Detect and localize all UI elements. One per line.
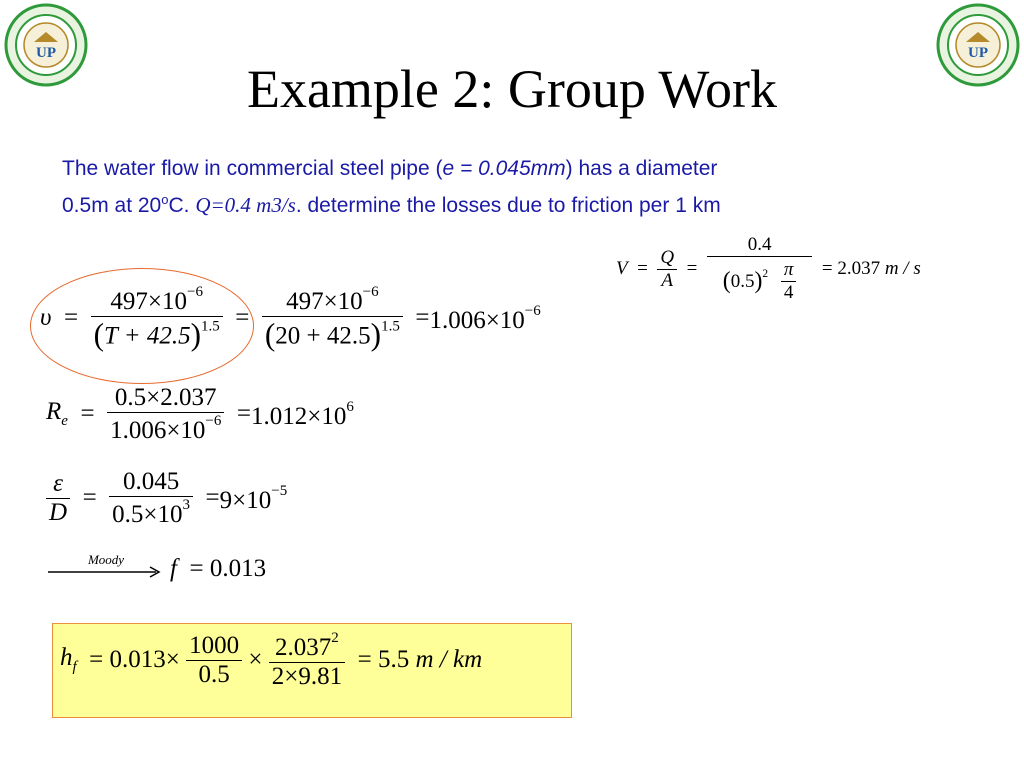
relative-roughness-equation: $\frac{\varepsilon}{D}$ = $\frac{0.045}{0.5\times 10^3}$ $=9\times 10^{-5}$ — [46, 468, 287, 529]
head-loss-equation: $h_f = 0.013\times$ $\frac{1000}{0.5}$ × $\frac{2.037^2}{2\times 9.81}$ = 5.5 m / km — [60, 630, 483, 690]
friction-factor-result: 0.013 — [209, 555, 267, 582]
velocity-result: 2.037 — [837, 258, 881, 279]
roughness-fraction: $\frac{0.045}{0.5\times 10^3}$ — [109, 468, 193, 529]
moody-arrow-icon — [46, 552, 164, 584]
problem-text-part2: ) has a diameter — [565, 157, 718, 180]
velocity-fraction-q-over-a: $\frac{Q}{A}$ — [657, 247, 677, 292]
svg-text:Moody: Moody — [87, 552, 125, 567]
velocity-head-fraction: $\frac{2.037^2}{2\times 9.81}$ — [269, 630, 345, 691]
problem-statement — [62, 153, 962, 221]
problem-text-part4: C. — [168, 194, 196, 217]
velocity-equation: V = $\frac{Q}{A}$ = 0.4 $(0.5)^2$ $\frac{\pi}{4}$ = 2.037 m / s — [616, 234, 921, 303]
problem-text-part5: . determine the losses due to friction per 1 km — [295, 194, 721, 217]
friction-factor-equation: f = 0.013 — [170, 555, 267, 582]
head-loss-result: 5.5 — [377, 646, 410, 674]
friction-factor-symbol: f — [170, 555, 177, 582]
viscosity-symbol: υ — [40, 304, 52, 332]
velocity-symbol: V — [616, 258, 628, 279]
head-loss-symbol: $h_f$ — [60, 644, 77, 676]
problem-text-part1: The water flow in commercial steel pipe ( — [62, 157, 443, 180]
length-diameter-fraction: $\frac{1000}{0.5}$ — [186, 632, 242, 689]
slide-title: Example 2: Group Work — [246, 59, 778, 119]
reynolds-fraction: $\frac{0.5\times 2.037}{1.006\times 10^{-6}}$ — [107, 384, 224, 445]
viscosity-equation: υ = $\frac{497\times 10^{-6}}{(T + 42.5)^{1.5}}$ = $\frac{497\times 10^{-6}}{(20 + 42.5)^{1.5}}$ $=1.006\times 10^{-6}$ — [40, 284, 541, 352]
velocity-unit: m / s — [884, 258, 921, 279]
roughness-value: e = 0.045mm — [442, 157, 566, 180]
reynolds-equation: $R_e$ = $\frac{0.5\times 2.037}{1.006\times 10^{-6}}$ $=1.012\times 10^6$ — [46, 384, 354, 444]
roughness-ratio-symbol: $\frac{\varepsilon}{D}$ — [46, 470, 70, 527]
problem-text-part3: 0.5m at 20 — [62, 194, 162, 217]
velocity-fraction-values: 0.4 $(0.5)^2$ $\frac{\pi}{4}$ — [707, 234, 813, 304]
head-loss-unit: m / km — [415, 646, 483, 674]
reynolds-result: $1.012\times 10^6$ — [251, 398, 354, 430]
degree-symbol: o — [161, 192, 169, 207]
svg-text:UP: UP — [36, 45, 56, 61]
svg-text:UP: UP — [968, 45, 988, 61]
viscosity-result: $1.006\times 10^{-6}$ — [429, 302, 541, 334]
viscosity-fraction-substituted: $\frac{497\times 10^{-6}}{(20 + 42.5)^{1.5}}$ — [262, 284, 403, 353]
viscosity-fraction-general: $\frac{497\times 10^{-6}}{(T + 42.5)^{1.5}}$ — [91, 284, 223, 353]
flow-rate-value: Q=0.4 m3/s — [195, 193, 296, 217]
reynolds-symbol: $R_e$ — [46, 398, 68, 430]
roughness-result: $9\times 10^{-5}$ — [219, 482, 288, 514]
